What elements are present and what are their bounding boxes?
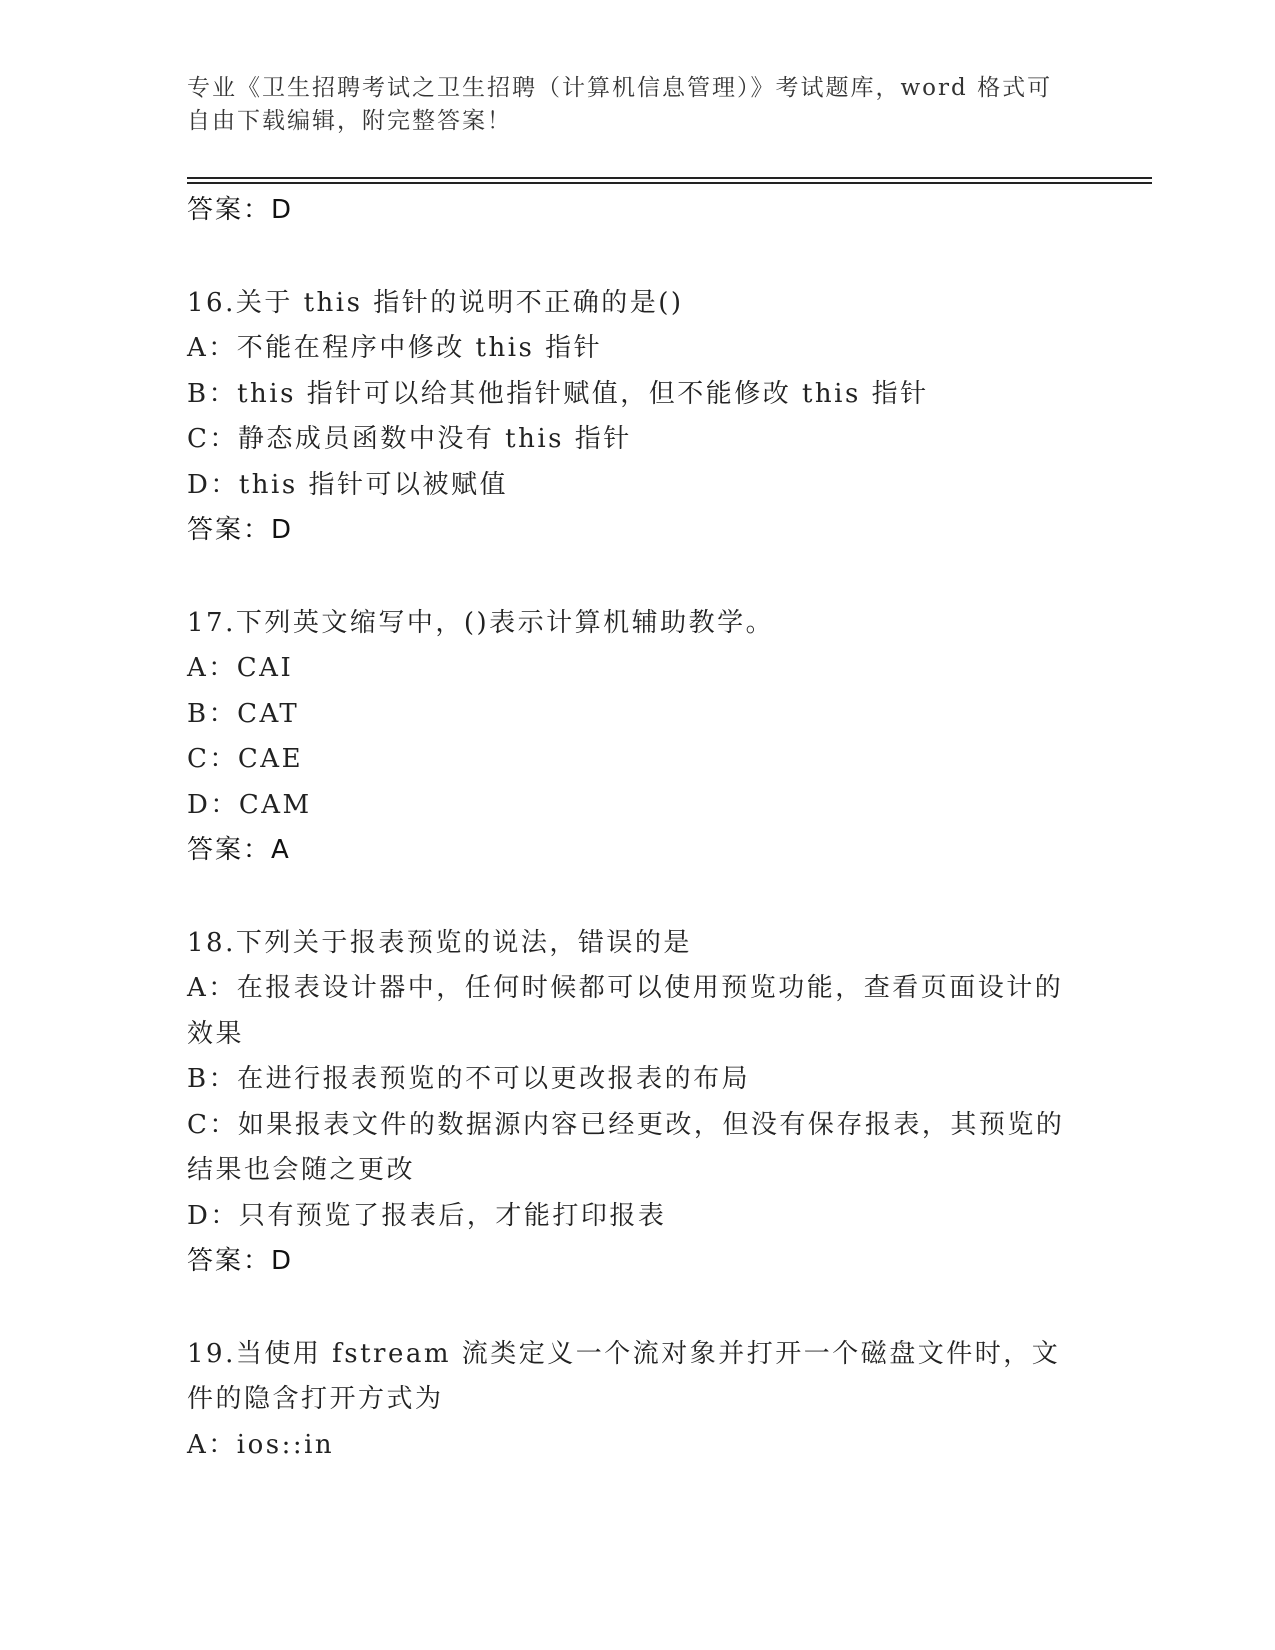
option-a: A：在报表设计器中，任何时候都可以使用预览功能，查看页面设计的效果: [187, 973, 1064, 1049]
option-b: B：CAT: [187, 698, 300, 729]
option-d: D：CAM: [187, 789, 312, 820]
answer-line: 答案：D: [187, 195, 294, 225]
option-a: A：ios::in: [187, 1429, 335, 1460]
option-d: D：this 指针可以被赋值: [187, 469, 508, 500]
question-stem: 18.下列关于报表预览的说法，错误的是: [187, 927, 692, 958]
answer-line: 答案：D: [187, 1246, 294, 1276]
option-b: B：this 指针可以给其他指针赋值，但不能修改 this 指针: [187, 378, 929, 409]
question-18: [187, 921, 1087, 1285]
option-b: B：在进行报表预览的不可以更改报表的布局: [187, 1064, 751, 1094]
spacer: [187, 554, 1087, 601]
question-stem: 19.当使用 fstream 流类定义一个流对象并打开一个磁盘文件时，文件的隐含打开方式为: [187, 1338, 1061, 1414]
option-c: C：CAE: [187, 744, 304, 774]
option-c: C：如果报表文件的数据源内容已经更改，但没有保存报表，其预览的结果也会随之更改: [187, 1109, 1065, 1185]
question-stem: 16.关于 this 指针的说明不正确的是(): [187, 287, 684, 318]
option-d: D：只有预览了报表后，才能打印报表: [187, 1200, 667, 1231]
option-c: C：静态成员函数中没有 this 指针: [187, 424, 632, 454]
answer-line: 答案：A: [187, 835, 291, 865]
header-rule-top: [187, 177, 1152, 179]
option-a: A：不能在程序中修改 this 指针: [187, 333, 603, 363]
document-header: 专业《卫生招聘考试之卫生招聘（计算机信息管理）》考试题库，word 格式可自由下载编辑，附完整答案！: [187, 75, 1053, 134]
question-19: [187, 1332, 1087, 1469]
header-rule-bottom: [187, 182, 1152, 184]
question-stem: 17.下列英文缩写中，()表示计算机辅助教学。: [187, 607, 775, 638]
spacer: [187, 234, 1087, 281]
question-list: [187, 188, 1087, 1468]
answer-line: 答案：D: [187, 515, 294, 545]
question-17: [187, 601, 1087, 874]
question-16: [187, 281, 1087, 554]
spacer: [187, 1285, 1087, 1332]
option-a: A：CAI: [187, 653, 294, 683]
spacer: [187, 874, 1087, 921]
